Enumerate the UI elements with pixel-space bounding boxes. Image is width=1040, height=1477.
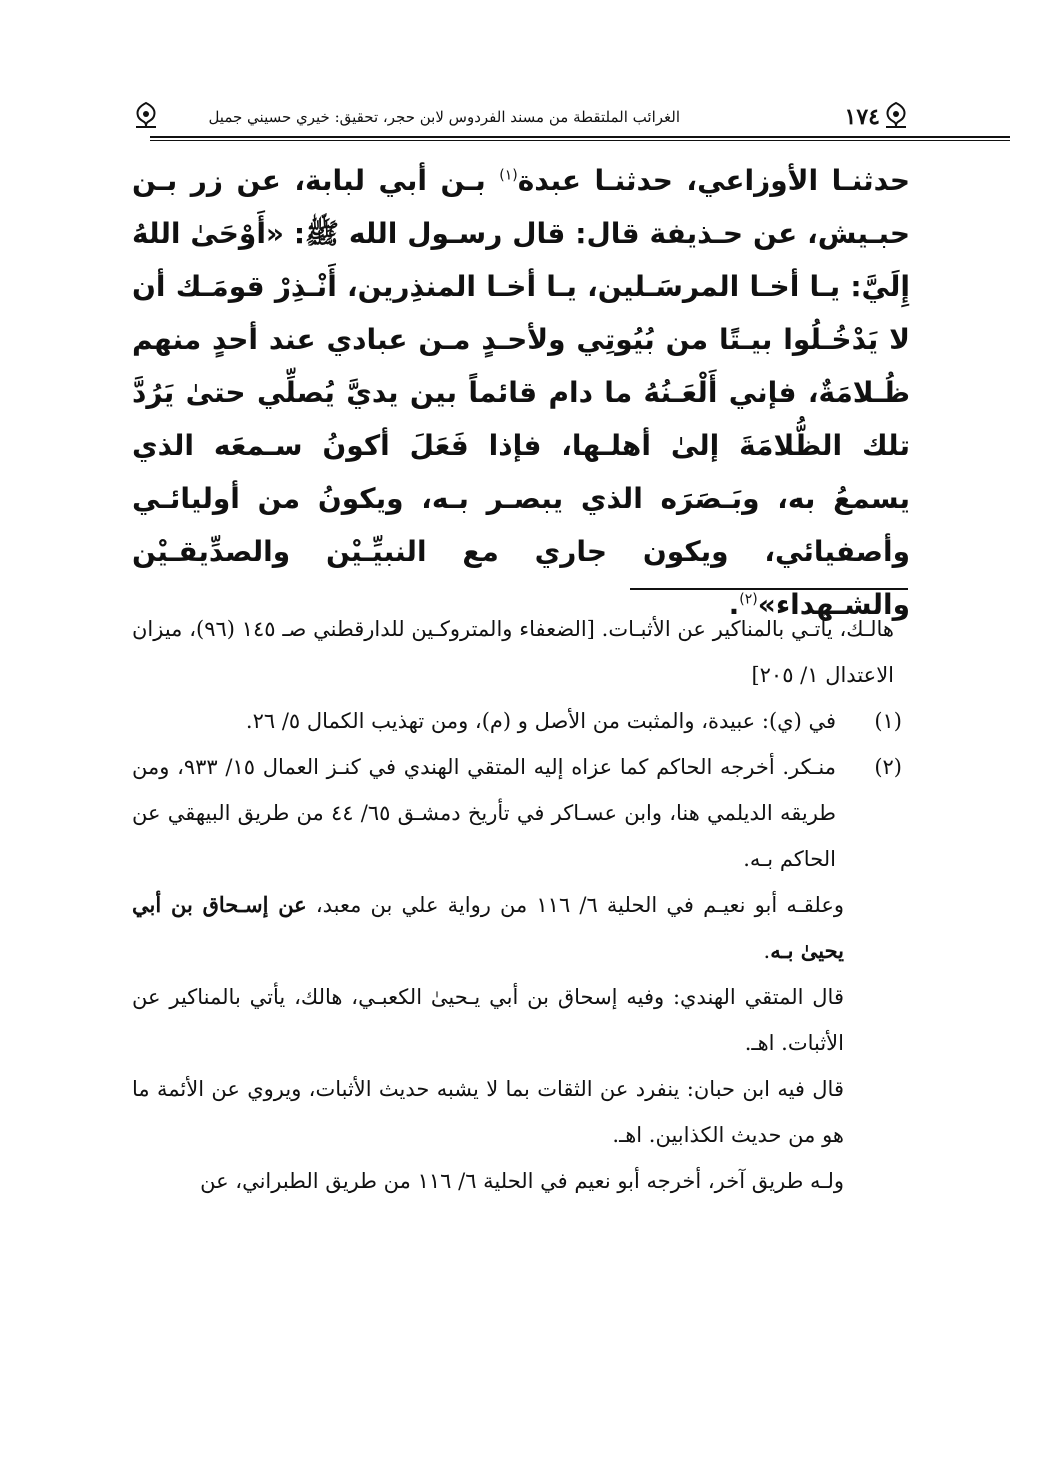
page-number: ١٧٤ xyxy=(844,104,880,130)
footnote-2-paragraph xyxy=(132,882,910,974)
footnote-2-para2-start: وعلقـه أبو نعيـم في الحلية ٦/ ١١٦ من رواية علي بن معبد، xyxy=(306,893,844,917)
header-divider-thin xyxy=(150,140,1010,141)
footnote-continuation: هالـك، يأتـي بالمناكير عن الأثبـات. [الضعفاء والمتروكـين للدارقطني صـ ١٤٥ (٩٦)، ميزان الاعتدال ١/ ٢٠٥] xyxy=(132,617,894,687)
running-header xyxy=(132,100,910,136)
footnote-2-mark: (٢) xyxy=(874,755,902,779)
footnote-separator xyxy=(630,588,908,590)
footnote-ref-2: (٢) xyxy=(739,591,758,608)
footnote-2-paragraph: قال فيه ابن حبان: ينفرد عن الثقات بما لا يشبه حديث الأثبات، ويروي عن الأئمة ما هو من حديث الكذابين. اهـ. xyxy=(132,1077,844,1147)
header-title: الغرائب الملتقطة من مسند الفردوس لابن حجر، تحقيق: خيري حسيني جميل xyxy=(208,108,680,126)
footnotes xyxy=(132,606,910,1204)
hadith-text-part1: حدثنـا الأوزاعي، حدثنـا عبدة xyxy=(517,164,910,197)
footnote-ref-1: (١) xyxy=(499,167,518,184)
hadith-end: . xyxy=(728,588,740,621)
footnote-2-text: منـكر. أخرجه الحاكم كما عزاه إليه المتقي الهندي في كنـز العمال ١٥/ ٩٣٣، ومن طريقه الديلمي هنا، وابن عسـاكر في تأريخ دمشـق ٦٥/ ٤٤ من طريق البيهقي عن الحاكم بـه. xyxy=(132,755,836,871)
footnote-1 xyxy=(132,698,910,744)
floral-ornament-icon xyxy=(132,100,160,130)
hadith-text-part2: بـن أبي لبابة، عن زر بـن حبـيش، عن حـذيفة قال: قال رسـول الله ﷺ: «أَوْحَىٰ اللهُ إِلَيَّ: يـا أخـا المرسَـلين، يـا أخـا المنذِرين، أَنْـذِرْ قومَـك أن لا يَدْخُـلُوا بيـتًا من بُيُوتِي ولأحـدٍ مـن عبادي عند أحدٍ منهم ظُـلامَةٌ، فإني أَلْعَـنُهُ ما دام قائماً بين يديَّ يُصلِّي حتىٰ يَرُدَّ تلك الظُّلامَةَ إلىٰ أهلـها، فإذا فَعَلَ أكونُ سـمعَه الذي يسمعُ به، وبَـصَرَه الذي يبصـر بـه، ويكونُ من أوليائـي وأصفيائي، ويكون جاري مع النبيِّـيْن والصدِّيقـيْن والشـهداء» xyxy=(132,164,910,621)
hadith-paragraph xyxy=(132,154,910,631)
footnote-2-paragraph: قال المتقي الهندي: وفيه إسحاق بن أبي يـحيىٰ الكعبـي، هالك، يأتي بالمناكير عن الأثبات. اهـ. xyxy=(132,985,844,1055)
header-divider xyxy=(150,136,1010,138)
footnote-2-para2-bold: عن إسـحاق بن أبي يحيىٰ بـه xyxy=(132,892,844,963)
footnote-1-mark: (١) xyxy=(874,709,902,733)
footnote-1-text: في (ي): عبيدة، والمثبت من الأصل و (م)، ومن تهذيب الكمال ٥/ ٢٦. xyxy=(245,709,836,733)
footnote-2-paragraph: ولـه طريق آخر، أخرجه أبو نعيم في الحلية ٦/ ١١٦ من طريق الطبراني، عن xyxy=(200,1169,844,1193)
floral-ornament-icon xyxy=(882,100,910,130)
hadith-text xyxy=(132,154,910,631)
footnote-2 xyxy=(132,744,910,882)
footnote-2-para2-end: . xyxy=(763,939,771,963)
